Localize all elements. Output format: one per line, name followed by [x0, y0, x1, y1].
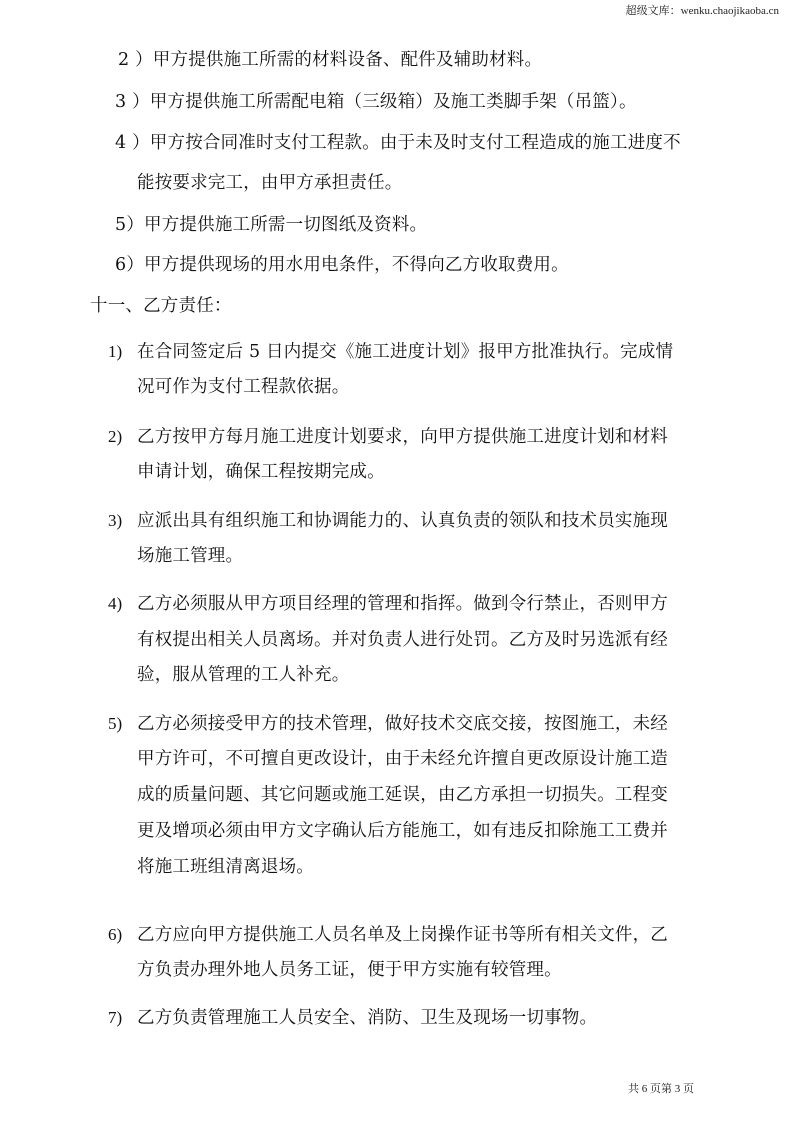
item-number: 3): [108, 511, 123, 530]
list-item-continuation: 申请计划，确保工程按期完成。: [137, 462, 385, 482]
item-number: 2): [108, 427, 123, 446]
list-item-continuation: 更及增项必须由甲方文字确认后方能施工，如有违反扣除施工工费并: [137, 821, 668, 841]
source-header: 超级文库：wenku.chaojikaoba.cn: [625, 5, 779, 17]
list-item-continuation: 方负责办理外地人员务工证，便于甲方实施有较管理。: [137, 960, 562, 980]
list-item-continuation: 场施工管理。: [137, 546, 244, 566]
list-item: 应派出具有组织施工和协调能力的、认真负责的领队和技术员实施现: [137, 511, 668, 531]
list-item: 乙方必须接受甲方的技术管理，做好技术交底交接，按图施工，未经: [137, 714, 668, 734]
list-item: 乙方按甲方每月施工进度计划要求，向甲方提供施工进度计划和材料: [137, 427, 668, 447]
list-item: 乙方应向甲方提供施工人员名单及上岗操作证书等所有相关文件，乙: [137, 925, 668, 945]
page-number: 共 6 页第 3 页: [628, 1083, 694, 1095]
list-item: 6）甲方提供现场的用水用电条件，不得向乙方收取费用。: [115, 255, 569, 275]
list-item: 5）甲方提供施工所需一切图纸及资料。: [115, 215, 428, 235]
list-item: 4 ）甲方按合同准时支付工程款。由于未及时支付工程造成的施工进度不: [115, 133, 681, 153]
list-item: 乙方负责管理施工人员安全、消防、卫生及现场一切事物。: [137, 1008, 598, 1028]
list-item-continuation: 验，服从管理的工人补充。: [137, 665, 350, 685]
list-item-continuation: 成的质量问题、其它问题或施工延误，由乙方承担一切损失。工程变: [137, 785, 668, 805]
item-number: 6): [108, 925, 123, 944]
list-item: 在合同签定后 5 日内提交《施工进度计划》报甲方批准执行。完成情: [137, 342, 674, 362]
list-item-continuation: 将施工班组清离退场。: [137, 857, 314, 877]
item-number: 4): [108, 594, 123, 613]
item-number: 7): [108, 1008, 123, 1027]
section-heading: 十一、乙方责任：: [90, 296, 232, 316]
list-item: 2 ）甲方提供施工所需的材料设备、配件及辅助材料。: [118, 50, 543, 70]
item-number: 5): [108, 714, 123, 733]
list-item-continuation: 况可作为支付工程款依据。: [137, 377, 350, 397]
item-number: 1): [108, 342, 123, 361]
list-item-continuation: 甲方许可，不可擅自更改设计，由于未经允许擅自更改原设计施工造: [137, 749, 668, 769]
list-item: 乙方必须服从甲方项目经理的管理和指挥。做到令行禁止，否则甲方: [137, 594, 668, 614]
list-item: 3 ）甲方提供施工所需配电箱（三级箱）及施工类脚手架（吊篮）。: [115, 92, 637, 112]
list-item-continuation: 有权提出相关人员离场。并对负责人进行处罚。乙方及时另选派有经: [137, 630, 668, 650]
list-item-continuation: 能按要求完工，由甲方承担责任。: [137, 173, 403, 193]
